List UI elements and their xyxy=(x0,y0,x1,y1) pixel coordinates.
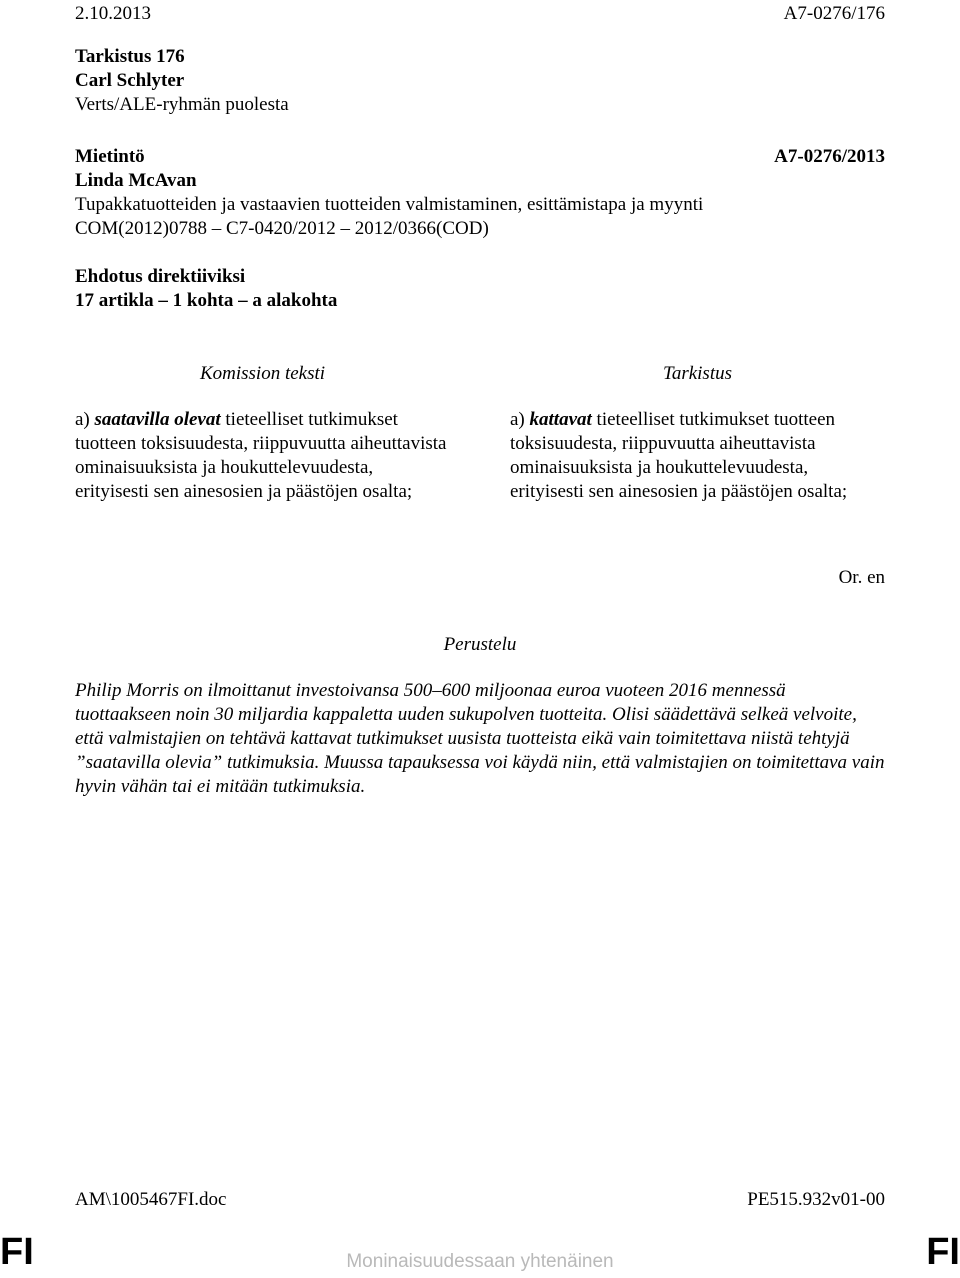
footer-pe-ref: PE515.932v01-00 xyxy=(747,1189,885,1210)
commission-text xyxy=(75,408,450,504)
report-row xyxy=(75,145,885,169)
language-mark-left: FI xyxy=(0,1231,34,1273)
justification-text: Philip Morris on ilmoittanut investoivansa 500–600 miljoonaa euroa vuoteen 2016 mennessä tuottaakseen noin 30 miljardia kappaletta uuden sukupolven tuotteita. Olisi säädettävä selkeä velvoite, että valmistajien on tehtävä kattavat tutkimukset uusista tuotteista eikä vain toimitettava niistä tehtyjä ”saatavilla olevia” tutkimuksia. Muussa tapauksessa voi käydä niin, että valmistajien on toimitettava vain hyvin vähän tai ei mitään tutkimuksia. xyxy=(75,680,885,797)
eu-motto: Moninaisuudessaan yhtenäinen xyxy=(346,1251,614,1272)
footer-doc-ref: AM\1005467FI.doc xyxy=(75,1189,227,1210)
language-mark-right: FI xyxy=(926,1231,960,1273)
report-subject: Tupakkatuotteiden ja vastaavien tuotteiden valmistaminen, esittämistapa ja myynti xyxy=(75,194,704,215)
report-procedure: COM(2012)0788 – C7-0420/2012 – 2012/0366(COD) xyxy=(75,218,489,239)
proposal-block xyxy=(75,265,885,313)
header-reference: A7-0276/176 xyxy=(783,3,885,24)
commission-text-heading: Komission teksti xyxy=(199,363,326,384)
amendment-title: Tarkistus 176 xyxy=(75,46,185,67)
proposal-label: Ehdotus direktiiviksi xyxy=(75,266,246,287)
report-label: Mietintö xyxy=(75,146,145,167)
amendment-block xyxy=(75,45,885,117)
report-block xyxy=(75,145,885,241)
amendment-heading: Tarkistus xyxy=(663,363,732,384)
report-rapporteur: Linda McAvan xyxy=(75,170,197,191)
commission-text-prefix: a) xyxy=(75,409,95,430)
commission-text-highlight: saatavilla olevat xyxy=(94,409,221,430)
original-language: Or. en xyxy=(838,567,885,588)
header-date: 2.10.2013 xyxy=(75,3,151,24)
amendment-text-highlight: kattavat xyxy=(529,409,592,430)
amendment-author: Carl Schlyter xyxy=(75,70,185,91)
justification-heading: Perustelu xyxy=(443,634,517,655)
amendment-group: Verts/ALE-ryhmän puolesta xyxy=(75,94,289,115)
report-number: A7-0276/2013 xyxy=(774,146,885,167)
proposal-article: 17 artikla – 1 kohta – a alakohta xyxy=(75,290,338,311)
commission-text-rest: tieteelliset tutkimukset tuotteen toksisuudesta, riippuvuutta aiheuttavista ominaisuuksista ja houkuttelevuudesta, erityisesti sen ainesosien ja päästöjen osalta; xyxy=(75,409,447,502)
amendment-text-rest: tieteelliset tutkimukset tuotteen toksisuudesta, riippuvuutta aiheuttavista ominaisuuksista ja houkuttelevuudesta, erityisesti sen ainesosien ja päästöjen osalta; xyxy=(510,409,848,502)
amendment-text xyxy=(510,408,885,504)
amendment-text-prefix: a) xyxy=(510,409,530,430)
